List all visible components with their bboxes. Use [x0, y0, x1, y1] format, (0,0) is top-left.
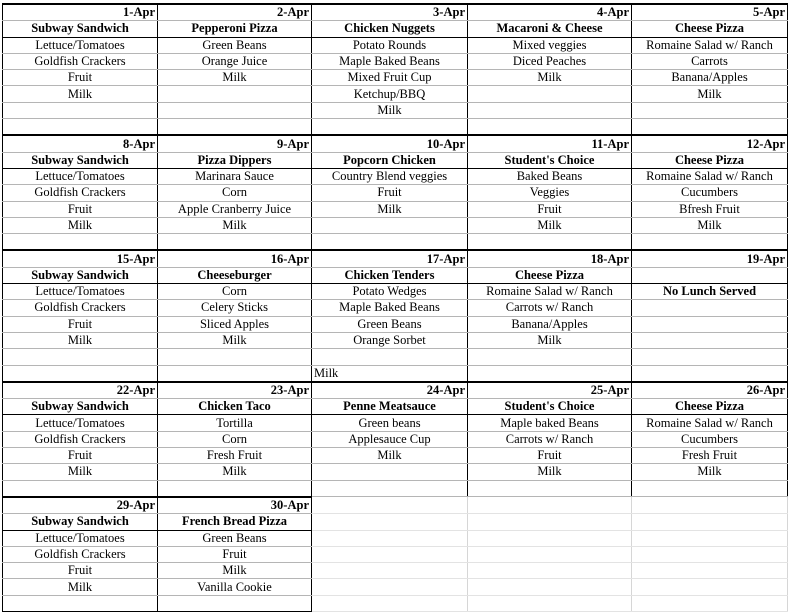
- side-item: Milk: [312, 201, 468, 217]
- side-item: Milk: [158, 332, 312, 348]
- side-item: [468, 234, 632, 251]
- day-date: 16-Apr: [158, 250, 312, 267]
- side-item-row: [3, 234, 788, 251]
- side-item-row: [3, 349, 788, 365]
- empty-cell: [468, 530, 632, 546]
- week-main-dish-row: [3, 267, 788, 283]
- side-item: [158, 480, 312, 497]
- side-item: Milk: [312, 365, 468, 382]
- side-item: [632, 234, 788, 251]
- side-item: [468, 480, 632, 497]
- day-date: 17-Apr: [312, 250, 468, 267]
- side-item: [3, 349, 158, 365]
- main-dish: Student's Choice: [468, 399, 632, 415]
- day-date: 12-Apr: [632, 135, 788, 152]
- empty-cell: [468, 514, 632, 530]
- side-item-row: [3, 217, 788, 233]
- main-dish: Pizza Dippers: [158, 152, 312, 168]
- day-date: 2-Apr: [158, 4, 312, 21]
- side-item: Goldfish Crackers: [3, 546, 158, 562]
- side-item-row: [3, 300, 788, 316]
- day-date: 23-Apr: [158, 382, 312, 399]
- day-date: 29-Apr: [3, 497, 158, 514]
- day-date: 4-Apr: [468, 4, 632, 21]
- main-dish: Cheeseburger: [158, 267, 312, 283]
- empty-cell: [468, 579, 632, 595]
- side-item: [158, 86, 312, 102]
- side-item: [632, 316, 788, 332]
- empty-cell: [312, 530, 468, 546]
- side-item: Veggies: [468, 185, 632, 201]
- side-item-row: [3, 464, 788, 480]
- side-item: Mixed veggies: [468, 37, 632, 53]
- side-item: [3, 365, 158, 382]
- side-item: Lettuce/Tomatoes: [3, 530, 158, 546]
- side-item: [632, 480, 788, 497]
- side-item: Sliced Apples: [158, 316, 312, 332]
- day-date: 11-Apr: [468, 135, 632, 152]
- side-item: [632, 365, 788, 382]
- empty-cell: [632, 595, 788, 611]
- side-item: Fruit: [3, 201, 158, 217]
- empty-cell: [632, 530, 788, 546]
- side-item: Goldfish Crackers: [3, 300, 158, 316]
- main-dish: Subway Sandwich: [3, 21, 158, 37]
- side-item: Green beans: [312, 415, 468, 431]
- side-item: Milk: [632, 217, 788, 233]
- side-item: Carrots: [632, 53, 788, 69]
- empty-cell: [632, 546, 788, 562]
- side-item: [3, 119, 158, 136]
- side-item: Goldfish Crackers: [3, 431, 158, 447]
- side-item: Milk: [312, 448, 468, 464]
- side-item: Romaine Salad w/ Ranch: [632, 415, 788, 431]
- empty-cell: [468, 595, 632, 611]
- side-item: Milk: [468, 70, 632, 86]
- main-dish: Student's Choice: [468, 152, 632, 168]
- week-main-dish-row: [3, 399, 788, 415]
- side-item: Orange Sorbet: [312, 332, 468, 348]
- empty-cell: [468, 563, 632, 579]
- side-item-row: [3, 530, 788, 546]
- side-item: [3, 595, 158, 611]
- side-item: Cucumbers: [632, 185, 788, 201]
- side-item: Maple Baked Beans: [312, 300, 468, 316]
- side-item-row: [3, 448, 788, 464]
- side-item: [632, 300, 788, 316]
- side-item: Maple baked Beans: [468, 415, 632, 431]
- side-item: [468, 86, 632, 102]
- week-date-row: [3, 4, 788, 21]
- side-item: Potato Wedges: [312, 284, 468, 300]
- side-item: [632, 332, 788, 348]
- side-item: Milk: [468, 464, 632, 480]
- empty-cell: [312, 497, 468, 514]
- side-item: Milk: [158, 70, 312, 86]
- side-item: Lettuce/Tomatoes: [3, 37, 158, 53]
- no-lunch-note: No Lunch Served: [632, 284, 788, 300]
- main-dish: Subway Sandwich: [3, 152, 158, 168]
- week-date-row: [3, 135, 788, 152]
- week-date-row: [3, 382, 788, 399]
- side-item: Lettuce/Tomatoes: [3, 415, 158, 431]
- side-item: Romaine Salad w/ Ranch: [632, 37, 788, 53]
- side-item-row: [3, 579, 788, 595]
- side-item-row: [3, 415, 788, 431]
- side-item: [3, 102, 158, 118]
- main-dish: Cheese Pizza: [632, 152, 788, 168]
- day-date: 30-Apr: [158, 497, 312, 514]
- empty-cell: [632, 514, 788, 530]
- side-item-row: [3, 284, 788, 300]
- side-item-row: [3, 316, 788, 332]
- lunch-menu-table: [2, 3, 788, 612]
- empty-cell: [312, 595, 468, 611]
- side-item: Banana/Apples: [468, 316, 632, 332]
- side-item: Diced Peaches: [468, 53, 632, 69]
- week-main-dish-row: [3, 514, 788, 530]
- side-item: Celery Sticks: [158, 300, 312, 316]
- empty-cell: [312, 579, 468, 595]
- side-item: Applesauce Cup: [312, 431, 468, 447]
- day-date: 10-Apr: [312, 135, 468, 152]
- side-item: Marinara Sauce: [158, 168, 312, 184]
- side-item: Banana/Apples: [632, 70, 788, 86]
- side-item: [468, 349, 632, 365]
- side-item: Fresh Fruit: [632, 448, 788, 464]
- side-item: [632, 349, 788, 365]
- side-item: [158, 119, 312, 136]
- side-item: Country Blend veggies: [312, 168, 468, 184]
- side-item: Corn: [158, 284, 312, 300]
- side-item: Corn: [158, 431, 312, 447]
- side-item: Mixed Fruit Cup: [312, 70, 468, 86]
- side-item: [158, 365, 312, 382]
- side-item-row: [3, 102, 788, 118]
- main-dish: Chicken Taco: [158, 399, 312, 415]
- side-item: Fruit: [3, 70, 158, 86]
- side-item-row: [3, 70, 788, 86]
- day-date: 9-Apr: [158, 135, 312, 152]
- side-item: Lettuce/Tomatoes: [3, 168, 158, 184]
- day-date: 15-Apr: [3, 250, 158, 267]
- side-item: [3, 480, 158, 497]
- side-item: Goldfish Crackers: [3, 185, 158, 201]
- side-item-row: [3, 563, 788, 579]
- empty-cell: [312, 563, 468, 579]
- main-dish: Subway Sandwich: [3, 399, 158, 415]
- side-item: Baked Beans: [468, 168, 632, 184]
- side-item: [158, 595, 312, 611]
- week-main-dish-row: [3, 21, 788, 37]
- side-item: Goldfish Crackers: [3, 53, 158, 69]
- empty-cell: [632, 497, 788, 514]
- side-item: Milk: [158, 464, 312, 480]
- side-item-row: [3, 332, 788, 348]
- side-item: Apple Cranberry Juice: [158, 201, 312, 217]
- main-dish: Chicken Nuggets: [312, 21, 468, 37]
- side-item: Romaine Salad w/ Ranch: [632, 168, 788, 184]
- side-item: [632, 119, 788, 136]
- side-item: Cucumbers: [632, 431, 788, 447]
- side-item: Lettuce/Tomatoes: [3, 284, 158, 300]
- lunch-menu-sheet: [2, 3, 787, 612]
- main-dish: Chicken Tenders: [312, 267, 468, 283]
- side-item: Vanilla Cookie: [158, 579, 312, 595]
- empty-cell: [632, 579, 788, 595]
- side-item: Milk: [3, 217, 158, 233]
- side-item-row: [3, 53, 788, 69]
- side-item: Orange Juice: [158, 53, 312, 69]
- side-item: Green Beans: [158, 530, 312, 546]
- side-item-row: [3, 431, 788, 447]
- side-item: [312, 119, 468, 136]
- main-dish: Cheese Pizza: [632, 21, 788, 37]
- side-item: Carrots w/ Ranch: [468, 300, 632, 316]
- side-item: Fruit: [468, 448, 632, 464]
- week-main-dish-row: [3, 152, 788, 168]
- main-dish: Cheese Pizza: [468, 267, 632, 283]
- main-dish: Popcorn Chicken: [312, 152, 468, 168]
- side-item: Fruit: [468, 201, 632, 217]
- side-item-row: [3, 86, 788, 102]
- side-item: Fruit: [3, 448, 158, 464]
- day-date: 25-Apr: [468, 382, 632, 399]
- side-item: [312, 480, 468, 497]
- side-item: [312, 349, 468, 365]
- side-item: Milk: [3, 332, 158, 348]
- day-date: 8-Apr: [3, 135, 158, 152]
- side-item: Tortilla: [158, 415, 312, 431]
- side-item-row: [3, 119, 788, 136]
- side-item: Ketchup/BBQ: [312, 86, 468, 102]
- side-item: Potato Rounds: [312, 37, 468, 53]
- side-item: [632, 102, 788, 118]
- main-dish: [632, 267, 788, 283]
- empty-cell: [312, 546, 468, 562]
- side-item: Corn: [158, 185, 312, 201]
- side-item-row: [3, 546, 788, 562]
- week-date-row: [3, 497, 788, 514]
- side-item: Milk: [632, 464, 788, 480]
- day-date: 22-Apr: [3, 382, 158, 399]
- main-dish: Pepperoni Pizza: [158, 21, 312, 37]
- side-item-row: [3, 365, 788, 382]
- side-item: Fruit: [158, 546, 312, 562]
- side-item: Romaine Salad w/ Ranch: [468, 284, 632, 300]
- main-dish: Penne Meatsauce: [312, 399, 468, 415]
- side-item: Bfresh Fruit: [632, 201, 788, 217]
- side-item: Milk: [3, 86, 158, 102]
- side-item: Fruit: [3, 563, 158, 579]
- side-item: Milk: [468, 332, 632, 348]
- empty-cell: [468, 497, 632, 514]
- side-item: Carrots w/ Ranch: [468, 431, 632, 447]
- side-item-row: [3, 37, 788, 53]
- side-item: [158, 234, 312, 251]
- side-item: Green Beans: [158, 37, 312, 53]
- side-item: [3, 234, 158, 251]
- empty-cell: [468, 546, 632, 562]
- day-date: 26-Apr: [632, 382, 788, 399]
- side-item: Milk: [3, 579, 158, 595]
- side-item: [468, 119, 632, 136]
- side-item: Milk: [468, 217, 632, 233]
- empty-cell: [312, 514, 468, 530]
- day-date: 5-Apr: [632, 4, 788, 21]
- side-item: Milk: [158, 563, 312, 579]
- side-item: Milk: [158, 217, 312, 233]
- main-dish: Subway Sandwich: [3, 267, 158, 283]
- empty-cell: [632, 563, 788, 579]
- day-date: 19-Apr: [632, 250, 788, 267]
- side-item-row: [3, 595, 788, 611]
- side-item: Fruit: [312, 185, 468, 201]
- day-date: 24-Apr: [312, 382, 468, 399]
- side-item-row: [3, 185, 788, 201]
- side-item: [158, 349, 312, 365]
- side-item: Milk: [632, 86, 788, 102]
- side-item: Milk: [312, 102, 468, 118]
- day-date: 1-Apr: [3, 4, 158, 21]
- main-dish: French Bread Pizza: [158, 514, 312, 530]
- side-item: Green Beans: [312, 316, 468, 332]
- side-item: [468, 102, 632, 118]
- main-dish: Cheese Pizza: [632, 399, 788, 415]
- side-item: Fresh Fruit: [158, 448, 312, 464]
- main-dish: Subway Sandwich: [3, 514, 158, 530]
- side-item: Maple Baked Beans: [312, 53, 468, 69]
- side-item-row: [3, 201, 788, 217]
- side-item: Fruit: [3, 316, 158, 332]
- side-item: [158, 102, 312, 118]
- day-date: 18-Apr: [468, 250, 632, 267]
- week-date-row: [3, 250, 788, 267]
- side-item-row: [3, 168, 788, 184]
- side-item: Milk: [3, 464, 158, 480]
- side-item: [468, 365, 632, 382]
- side-item: [312, 217, 468, 233]
- side-item-row: [3, 480, 788, 497]
- main-dish: Macaroni & Cheese: [468, 21, 632, 37]
- day-date: 3-Apr: [312, 4, 468, 21]
- side-item: [312, 464, 468, 480]
- side-item: [312, 234, 468, 251]
